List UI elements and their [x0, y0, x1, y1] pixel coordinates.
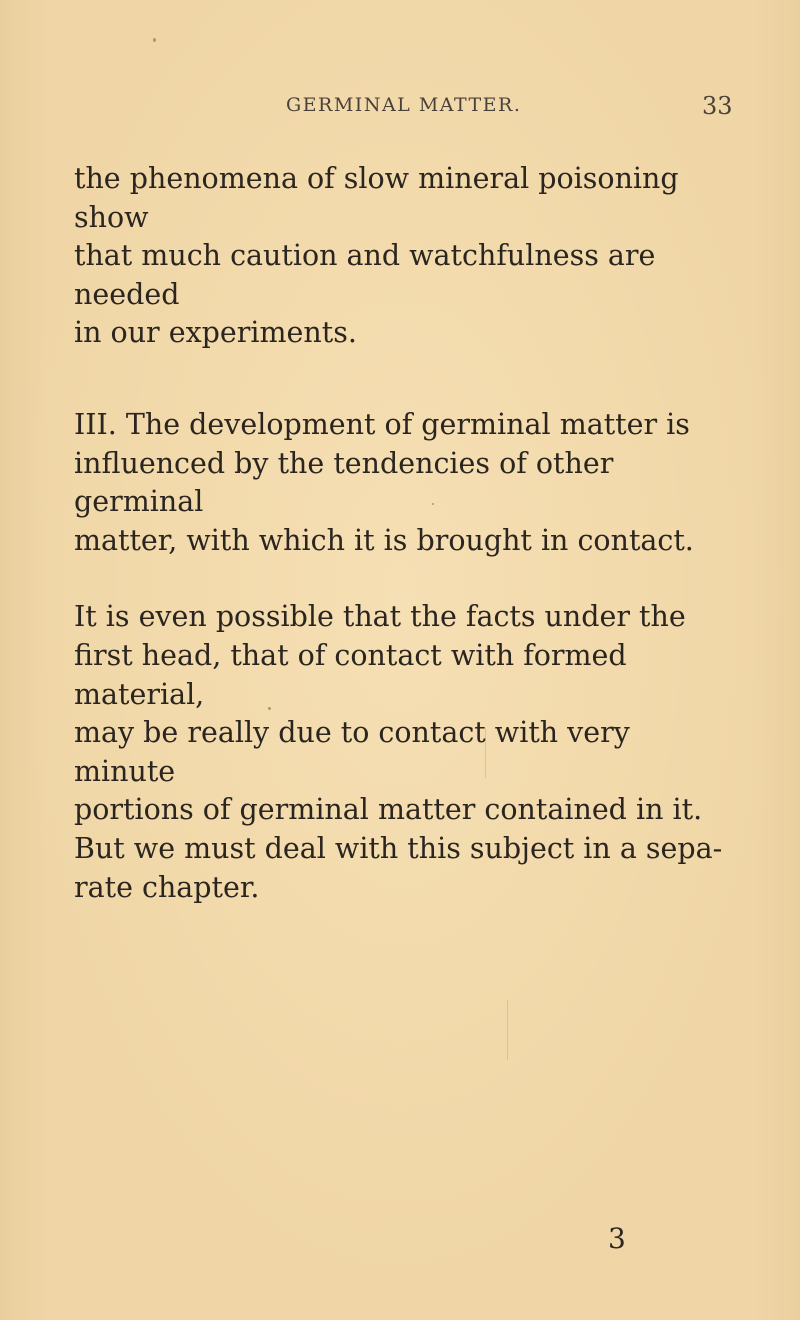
- paper-speck: [153, 38, 156, 42]
- body-text: [74, 160, 734, 907]
- paper-speck: [268, 707, 271, 710]
- paper-crease: [485, 728, 486, 778]
- running-head: [0, 94, 800, 134]
- paper-speck: [432, 503, 434, 505]
- running-title: GERMINAL MATTER.: [286, 94, 522, 116]
- paragraph-contact-facts: It is even possible that the facts under the first head, that of contact with formed material, may be really due to contact with very minute portions of germinal matter contained in it.: [74, 600, 703, 827]
- paragraph-section-three: III. The development of germinal matter is influenced by the tendencies of other germinal matter, with which it is brought in contact.: [74, 407, 694, 557]
- paper-crease: [507, 1000, 508, 1060]
- paragraph-slow-poisoning: the phenomena of slow mineral poisoning show that much caution and watchfulness are needed in our experiments.: [74, 162, 679, 350]
- page-number: 33: [702, 92, 733, 120]
- paragraph-separate-chapter: But we must deal with this subject in a sepa- rate chapter.: [74, 831, 723, 904]
- signature-mark: 3: [608, 1222, 626, 1255]
